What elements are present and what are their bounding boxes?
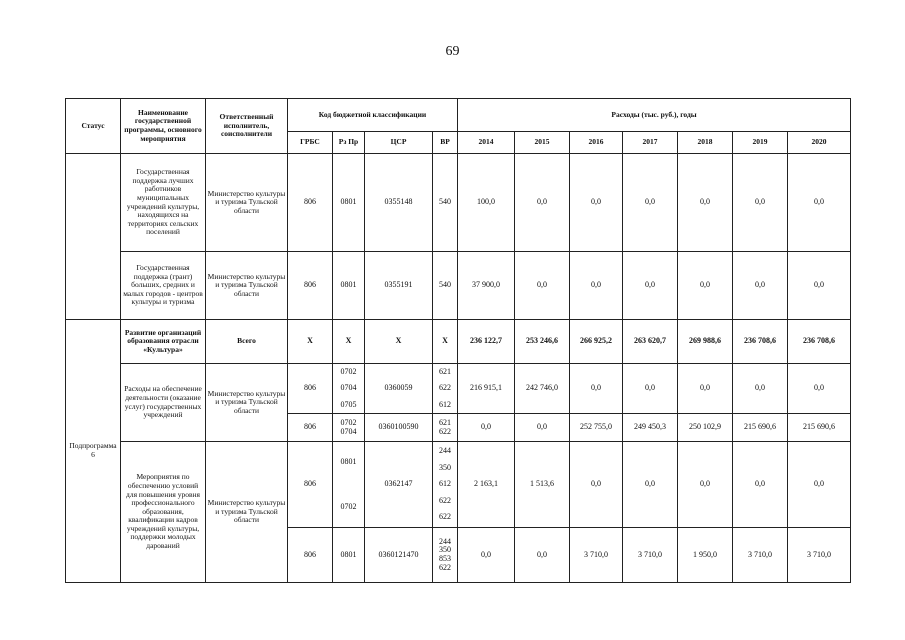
vr-code: 612 xyxy=(439,399,451,409)
rzpr-code: 0704 xyxy=(340,426,357,436)
rzpr-code: 0702 xyxy=(340,366,357,376)
row-value: 250 102,9 xyxy=(678,414,733,442)
header-code: Код бюджетной классификации xyxy=(288,99,458,132)
row-csr: 0360121470 xyxy=(365,528,433,583)
page-number: 69 xyxy=(445,44,460,59)
row-value: 0,0 xyxy=(678,252,733,320)
row-value: 0,0 xyxy=(458,414,515,442)
subprogram-total-row xyxy=(66,320,851,364)
row-csr: 0355148 xyxy=(365,154,433,252)
subprogram-value: 236 708,6 xyxy=(788,320,851,364)
subprogram-value: 263 620,7 xyxy=(623,320,678,364)
vr-code: 350 xyxy=(439,462,451,472)
row-grbs: 806 xyxy=(288,154,333,252)
vr-code: 244 xyxy=(439,536,451,546)
row-value: 2 163,1 xyxy=(458,442,515,528)
row-value: 37 900,0 xyxy=(458,252,515,320)
vr-code: 350 xyxy=(439,545,451,555)
rzpr-code: 0702 xyxy=(340,417,357,427)
vr-code: 612 xyxy=(439,479,451,489)
row-vr xyxy=(433,442,458,528)
subprogram-csr: Х xyxy=(365,320,433,364)
row-value: 0,0 xyxy=(678,442,733,528)
row-value: 0,0 xyxy=(515,528,570,583)
row-name: Государственная поддержка (грант) больших, средних и малых городов - центров культуры и туризма xyxy=(121,252,206,320)
subprogram-value: 266 925,2 xyxy=(570,320,623,364)
row-value: 0,0 xyxy=(733,364,788,414)
vr-code: 853 xyxy=(439,554,451,563)
row-value: 0,0 xyxy=(515,252,570,320)
row-value: 0,0 xyxy=(733,252,788,320)
vr-code: 621 xyxy=(439,366,451,376)
row-value: 242 746,0 xyxy=(515,364,570,414)
row-vr xyxy=(433,364,458,414)
row-value: 0,0 xyxy=(570,442,623,528)
subprogram-name: Развитие организаций образования отрасли «Культура» xyxy=(121,320,206,364)
table-row xyxy=(66,364,851,414)
row-rzpr xyxy=(333,442,365,528)
row-value: 0,0 xyxy=(623,154,678,252)
table-row xyxy=(66,154,851,252)
row-grbs: 806 xyxy=(288,252,333,320)
row-vr xyxy=(433,528,458,583)
subprogram-grbs: Х xyxy=(288,320,333,364)
row-grbs: 806 xyxy=(288,364,333,414)
row-csr: 0362147 xyxy=(365,442,433,528)
table-row xyxy=(66,252,851,320)
vr-code: 622 xyxy=(439,383,451,393)
row-rzpr: 0801 xyxy=(333,252,365,320)
header-year: 2014 xyxy=(458,132,515,154)
header-row-1 xyxy=(66,99,851,132)
rzpr-code: 0705 xyxy=(340,399,357,409)
header-year: 2015 xyxy=(515,132,570,154)
row-value: 1 950,0 xyxy=(678,528,733,583)
rzpr-code: 0704 xyxy=(340,383,357,393)
row-value: 100,0 xyxy=(458,154,515,252)
subprogram-value: 236 708,6 xyxy=(733,320,788,364)
row-csr: 0355191 xyxy=(365,252,433,320)
row-value: 0,0 xyxy=(458,528,515,583)
row-value: 215 690,6 xyxy=(788,414,851,442)
header-year: 2016 xyxy=(570,132,623,154)
row-value: 0,0 xyxy=(570,252,623,320)
row-value: 0,0 xyxy=(678,364,733,414)
subprogram-rzpr: Х xyxy=(333,320,365,364)
row-value: 0,0 xyxy=(733,442,788,528)
subprogram-value: 236 122,7 xyxy=(458,320,515,364)
row-rzpr xyxy=(333,364,365,414)
row-grbs: 806 xyxy=(288,442,333,528)
row-grbs: 806 xyxy=(288,414,333,442)
vr-code: 622 xyxy=(439,426,451,436)
budget-table xyxy=(65,98,851,583)
row-csr: 0360100590 xyxy=(365,414,433,442)
vr-code: 622 xyxy=(439,562,451,572)
row-value: 216 915,1 xyxy=(458,364,515,414)
row-executor: Министерство культуры и туризма Тульской области xyxy=(206,252,288,320)
rzpr-code: 0801 xyxy=(340,456,357,466)
row-vr: 540 xyxy=(433,154,458,252)
row-value: 0,0 xyxy=(788,442,851,528)
row-value: 0,0 xyxy=(515,414,570,442)
header-executor: Ответственный исполнитель, соисполнители xyxy=(206,99,288,154)
subprogram-status: Подпрограмма 6 xyxy=(66,320,121,583)
row-value: 3 710,0 xyxy=(570,528,623,583)
row-value: 3 710,0 xyxy=(733,528,788,583)
row-vr: 540 xyxy=(433,252,458,320)
row-value: 249 450,3 xyxy=(623,414,678,442)
row-executor: Министерство культуры и туризма Тульской области xyxy=(206,442,288,583)
row-rzpr: 0801 xyxy=(333,154,365,252)
subprogram-value: 253 246,6 xyxy=(515,320,570,364)
row-csr: 0360059 xyxy=(365,364,433,414)
subprogram-value: 269 988,6 xyxy=(678,320,733,364)
subprogram-vr: Х xyxy=(433,320,458,364)
row-value: 252 755,0 xyxy=(570,414,623,442)
row-rzpr xyxy=(333,414,365,442)
status-cell-empty xyxy=(66,154,121,320)
vr-code: 622 xyxy=(439,512,451,522)
row-name: Расходы на обеспечение деятельности (оказание услуг) государственных учреждений xyxy=(121,364,206,442)
vr-code: 621 xyxy=(439,417,451,427)
row-value: 1 513,6 xyxy=(515,442,570,528)
row-executor: Министерство культуры и туризма Тульской области xyxy=(206,154,288,252)
row-executor: Министерство культуры и туризма Тульской области xyxy=(206,364,288,442)
table-row xyxy=(66,442,851,528)
row-value: 0,0 xyxy=(733,154,788,252)
header-program: Наименование государственной программы, основного мероприятия xyxy=(121,99,206,154)
row-name: Государственная поддержка лучших работников муниципальных учреждений культуры, находящихся на территориях сельских поселений xyxy=(121,154,206,252)
header-expenses: Расходы (тыс. руб.), годы xyxy=(458,99,851,132)
row-value: 0,0 xyxy=(788,154,851,252)
header-csr: ЦСР xyxy=(365,132,433,154)
header-year: 2018 xyxy=(678,132,733,154)
row-name: Мероприятия по обеспечению условий для повышения уровня профессионального образования, квалификации кадров учреждений культуры, поддержки молодых дарований xyxy=(121,442,206,583)
row-value: 0,0 xyxy=(788,252,851,320)
row-value: 0,0 xyxy=(570,364,623,414)
row-value: 3 710,0 xyxy=(623,528,678,583)
rzpr-code: 0702 xyxy=(340,501,357,511)
row-value: 0,0 xyxy=(570,154,623,252)
row-value: 215 690,6 xyxy=(733,414,788,442)
row-value: 0,0 xyxy=(623,364,678,414)
row-value: 3 710,0 xyxy=(788,528,851,583)
row-value: 0,0 xyxy=(678,154,733,252)
row-value: 0,0 xyxy=(623,252,678,320)
vr-code: 244 xyxy=(439,446,451,456)
header-vr: ВР xyxy=(433,132,458,154)
subprogram-executor: Всего xyxy=(206,320,288,364)
vr-code: 622 xyxy=(439,495,451,505)
header-year: 2020 xyxy=(788,132,851,154)
header-year: 2017 xyxy=(623,132,678,154)
row-value: 0,0 xyxy=(515,154,570,252)
row-vr xyxy=(433,414,458,442)
header-rzpr: Рз Пр xyxy=(333,132,365,154)
row-value: 0,0 xyxy=(623,442,678,528)
header-year: 2019 xyxy=(733,132,788,154)
row-grbs: 806 xyxy=(288,528,333,583)
header-status: Статус xyxy=(66,99,121,154)
header-grbs: ГРБС xyxy=(288,132,333,154)
row-value: 0,0 xyxy=(788,364,851,414)
row-rzpr: 0801 xyxy=(333,528,365,583)
